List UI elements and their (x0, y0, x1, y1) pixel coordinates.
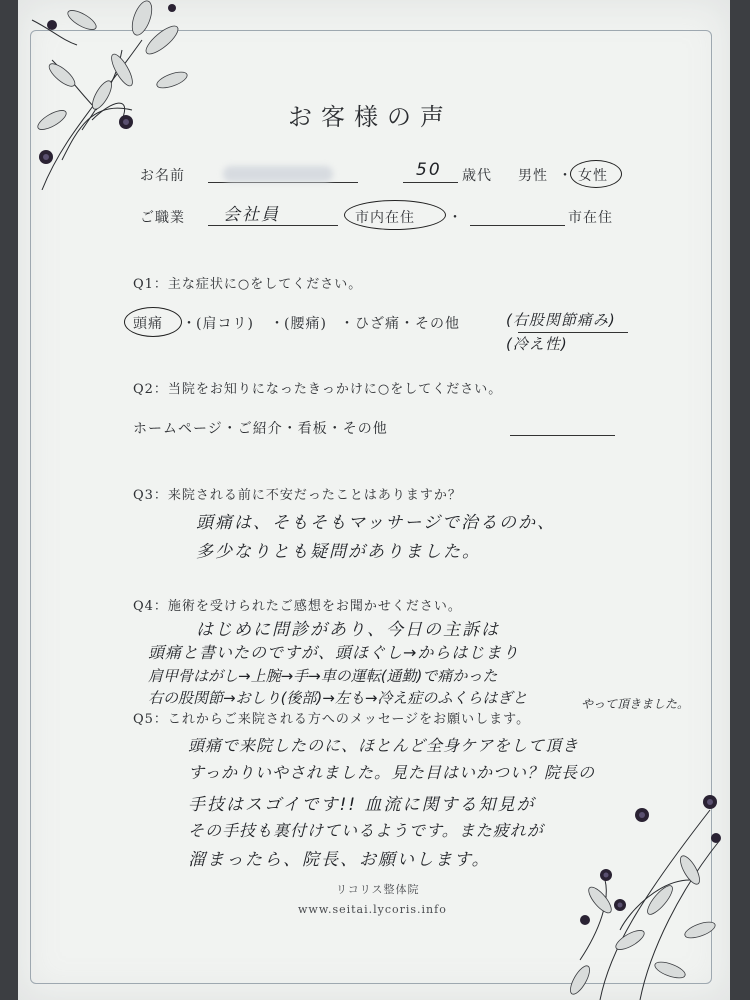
name-field-line[interactable] (208, 182, 358, 183)
gender-female-circle (570, 160, 622, 188)
q1-option-back[interactable]: (腰痛) (284, 316, 327, 332)
q2-label: Q2：当院をお知りになったきっかけに○をしてください。 (133, 382, 503, 397)
q5-answer-line5: 溜まったら、院長、お願いします。 (188, 850, 491, 870)
q4-answer-line2: 頭痛と書いたのですが、頭ほぐし→からはじまり (148, 643, 520, 662)
name-label: お名前 (140, 168, 185, 184)
q2-options: ホームページ・ご紹介・看板・その他 (133, 421, 388, 437)
age-value: 50 (416, 160, 442, 180)
q4-answer-line1: はじめに問診があり、今日の主訴は (196, 620, 500, 640)
q3-label: Q3：来院される前に不安だったことはありますか？ (133, 488, 462, 503)
q1-other-options: ・ひざ痛・その他 (340, 316, 460, 332)
q2-other-line[interactable] (510, 435, 615, 436)
gender-female[interactable]: 女性 (578, 168, 608, 184)
q4-answer-line3: 肩甲骨はがし→上腕→手→車の運転(通勤)で痛かった (148, 667, 498, 685)
name-redaction (223, 166, 333, 182)
residence-separator: ・ (448, 210, 463, 226)
floral-decoration-top-left (22, 0, 202, 190)
clinic-name: リコリス整体院 (336, 883, 420, 896)
age-field-line (403, 182, 458, 183)
residence-city-line[interactable] (470, 225, 565, 226)
job-label: ご職業 (140, 210, 185, 226)
q1-option-headache[interactable]: 頭痛 (133, 316, 163, 332)
q4-answer-line4: 右の股関節→おしり(後部)→左も→冷え症のふくらはぎと (148, 689, 528, 707)
q5-label: Q5：これからご来院される方へのメッセージをお願いします。 (133, 712, 531, 727)
job-value: 会社員 (223, 205, 280, 225)
q5-answer-line3: 手技はスゴイです!! 血流に関する知見が (188, 795, 536, 815)
q3-answer-line1: 頭痛は、そもそもマッサージで治るのか、 (196, 513, 556, 533)
residence-circle (344, 200, 446, 230)
q5-answer-line1: 頭痛で来院したのに、ほとんど全身ケアをして頂き (188, 736, 580, 755)
survey-sheet (18, 0, 730, 1000)
q1-other-answer-line1: (右股関節痛み) (506, 311, 616, 329)
q1-option-shoulder[interactable]: (肩コリ) (196, 316, 254, 332)
q1-other-answer-line2: (冷え性) (506, 335, 568, 353)
residence-city-suffix: 市在住 (568, 210, 613, 226)
q5-answer-line2: すっかりいやされました。見た目はいかつい？院長の (188, 763, 596, 782)
q4-answer-line4b: やって頂きました。 (581, 697, 690, 711)
q3-answer-line2: 多少なりとも疑問がありました。 (196, 542, 481, 562)
q1-headache-circle (124, 307, 182, 337)
age-suffix: 歳代 (462, 168, 492, 184)
gender-male[interactable]: 男性 (518, 168, 548, 184)
q1-separator-1: ・ (182, 316, 197, 332)
gender-separator: ・ (558, 168, 573, 184)
page-title: お客様の声 (288, 103, 453, 131)
job-field-line (208, 225, 338, 226)
q4-label: Q4：施術を受けられたご感想をお聞かせください。 (133, 599, 462, 614)
q1-label: Q1：主な症状に○をしてください。 (133, 277, 363, 292)
floral-decoration-bottom-right (540, 780, 730, 1000)
q5-answer-line4: その手技も裏付けているようです。また疲れが (188, 821, 544, 840)
q1-separator-2: ・ (270, 316, 285, 332)
residence-circled[interactable]: 市内在住 (355, 210, 415, 226)
clinic-url[interactable]: www.seitai.lycoris.info (298, 903, 447, 916)
